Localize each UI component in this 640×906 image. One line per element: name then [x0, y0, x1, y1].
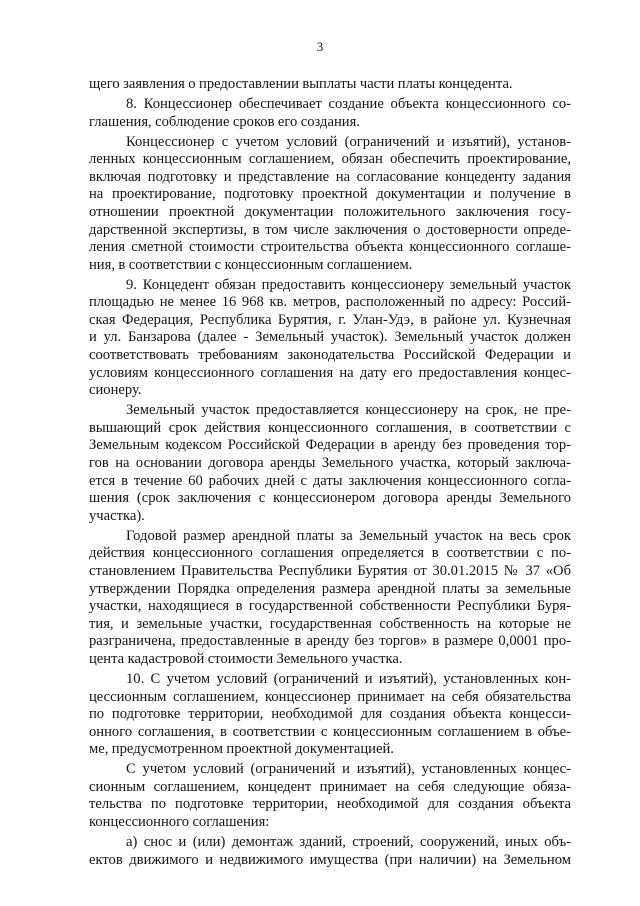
document-body	[89, 76, 571, 869]
text-line: цента кадастровой стоимости Земельного участка.	[89, 650, 403, 667]
page-number: 3	[316, 39, 324, 54]
text-line: участка).	[89, 507, 145, 524]
text-line: по подготовке территории, необходимой для создания объекта концесси-	[89, 706, 571, 723]
text-line: и ул. Банзарова (далее - Земельный участок). Земельный участок должен	[89, 329, 571, 346]
text-line: онного соглашения, в соответствии с концессионным соглашением в объе-	[89, 723, 571, 740]
text-line: ленных концессионным соглашением, обязан обеспечить проектирование,	[89, 151, 571, 168]
text-line: участки, находящиеся в государственной собственности Республики Буря-	[89, 598, 571, 615]
text-line: ется в течение 60 рабочих дней с даты заключения концессионного согла-	[89, 472, 571, 489]
text-line: шения (срок заключения с концессионером договора аренды Земельного	[89, 490, 571, 507]
text-line: 9. Концедент обязан предоставить концессионеру земельный участок	[126, 276, 571, 293]
text-line: ская Федерация, Республика Бурятия, г. Улан-Удэ, в районе ул. Кузнечная	[89, 311, 571, 328]
text-line: на проектирование, подготовку проектной документации и получение в	[89, 186, 571, 203]
text-line: тельства по подготовке территории, необходимой для создания объекта	[89, 796, 571, 813]
paragraph	[89, 402, 571, 525]
paragraph	[89, 761, 571, 831]
text-line: действия концессионного соглашения определяется в соответствии с по-	[89, 545, 571, 562]
text-line: дарственной экспертизы, в том числе заключения о достоверности опреде-	[89, 221, 571, 238]
text-line: условиям концессионного соглашения на дату его предоставления концес-	[89, 364, 571, 381]
text-line: становлением Правительства Республики Бурятия от 30.01.2015 № 37 «Об	[89, 562, 571, 579]
text-line: ления сметной стоимости строительства объекта концессионного соглаше-	[89, 239, 571, 256]
text-line: цессионным соглашением, концессионер принимает на себя обязательства	[89, 688, 571, 705]
text-line: а) снос и (или) демонтаж зданий, строений, сооружений, иных объ-	[126, 834, 571, 851]
text-line: Концессионер с учетом условий (ограничений и изъятий), установ-	[126, 133, 571, 150]
text-line: гов на основании договора аренды Земельного участка, который заключа-	[89, 455, 571, 472]
text-line: отношении проектной документации положительного заключения госу-	[89, 203, 571, 220]
text-line: Земельный участок предоставляется концессионеру на срок, не пре-	[126, 402, 571, 419]
text-line: сионеру.	[89, 382, 142, 399]
text-line: сионным соглашением, концедент принимает на себя следующие обяза-	[89, 778, 571, 795]
text-line: разграничена, предоставленные в аренду без торгов» в размере 0,0001 про-	[89, 633, 571, 650]
text-line: С учетом условий (ограничений и изъятий), установленных концес-	[126, 761, 571, 778]
text-line: глашения, соблюдение сроков его создания.	[89, 113, 360, 130]
text-line: Земельным кодексом Российской Федерации в аренду без проведения тор-	[89, 437, 571, 454]
paragraph	[89, 528, 571, 669]
text-line: 10. С учетом условий (ограничений и изъятий), установленных кон-	[126, 670, 571, 687]
paragraph	[89, 76, 571, 94]
paragraph	[89, 277, 571, 400]
text-line: вышающий срок действия концессионного соглашения, в соответствии с	[89, 419, 571, 436]
text-line: щего заявления о предоставлении выплаты части платы концедента.	[89, 76, 513, 92]
text-line: включая подготовку и представление на согласование концеденту задания	[89, 168, 571, 185]
text-line: 8. Концессионер обеспечивает создание объекта концессионного со-	[126, 95, 571, 112]
text-line: Годовой размер арендной платы за Земельный участок на весь срок	[126, 527, 571, 544]
text-line: тия, и земельные участки, государственная собственность на которые не	[89, 615, 571, 632]
text-line: ния, в соответствии с концессионным соглашением.	[89, 256, 413, 273]
text-line: соответствовать требованиям законодательства Российской Федерации и	[89, 347, 571, 364]
paragraph	[89, 671, 571, 759]
text-line: площадью не менее 16 968 кв. метров, расположенный по адресу: Россий-	[89, 294, 571, 311]
text-line: утверждении Порядка определения размера арендной платы за земельные	[89, 580, 571, 597]
paragraph	[89, 134, 571, 275]
paragraph	[89, 96, 571, 131]
paragraph	[89, 834, 571, 869]
text-line: ектов движимого и недвижимого имущества (при наличии) на Земельном	[89, 851, 571, 868]
text-line: концессионного соглашения:	[89, 814, 270, 831]
text-line: ме, предусмотренном проектной документацией.	[89, 741, 394, 758]
